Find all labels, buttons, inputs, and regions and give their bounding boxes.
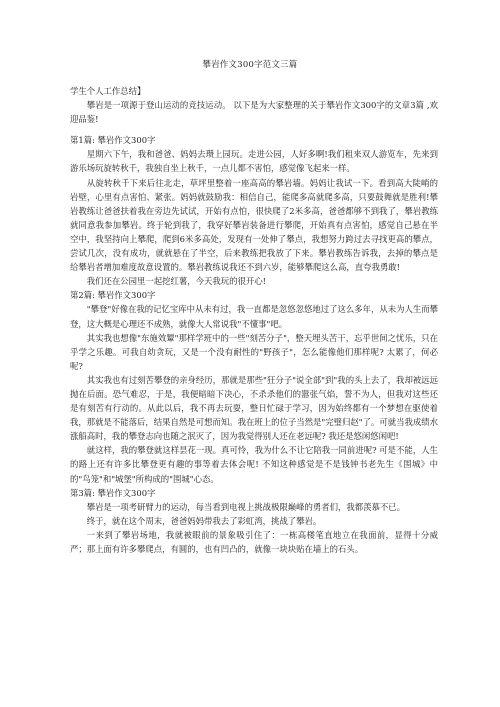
intro-paragraph: 攀岩是一项源于登山运动的竞技运动。 以下是为大家整理的关于攀岩作文300字的文章3篇 ,欢迎品鉴! <box>70 100 438 125</box>
section-2-paragraph-4: 就这样，我的攀登就这样昙花一现。真可怜，我为什么不让它陪我一同前进呢? 可是不能，人生的路上还有许多比攀登更有趣的事等着去体会呢! 不知这种感觉是不是钱钟书老先生《围城》中的"鸟笼"和"城堡"所构成的"围城"心态。 <box>70 445 438 484</box>
section-1-paragraph-3: 我们还在公园里一起挖红薯，今天我玩的很开心! <box>86 276 267 287</box>
section-2-paragraph-2: 其实我也想像"东施效颦"那样学班中的一些"刻苦分子"，整天埋头苦干，忘乎世间之忧乐，只在乎学之乐趣。可我自幼贪玩，又是一个没有耐性的"野孩子"，怎么能像他们那样呢? 太累了，何必呢? <box>70 332 438 371</box>
document-title: 攀岩作文300字范文三篇 <box>202 59 298 69</box>
section-3-paragraph-1: 攀岩是一项考研臂力的运动，每当看到电视上挑战极限巅峰的勇者们，我都羡慕不已。 <box>86 501 406 512</box>
doc-tag: 学生个人工作总结】 <box>70 86 146 96</box>
section-3-paragraph-2: 终于，就在这个周末，爸爸妈妈带我去了彩虹湾，挑战了攀岩。 <box>86 515 322 526</box>
section-1-paragraph-2: 从旋转秋千下来后往北走，草坪里整着一座高高的攀岩墙。妈妈让我试一下。看到高大陡峭的岩壁，心里有点害怕、紧张。妈妈就鼓励我：相信自己，能爬多高就爬多高，只要鼓舞就是胜利!攀岩教练让爸爸扶着我在旁边先试试，开始有点怕，很快爬了2米多高，爸爸都够不到我了，攀岩教练就同意我参加攀岩。终于轮到我了，我穿好攀岩装备进行攀爬，开始真有点害怕，感觉自己悬在半空中，我坚持向上攀爬，爬到6米多高处，发现有一处伸了攀点，我想努力跨过去寻找更高的攀点，尝试几次，没有成功，就就悬在了半空，后来教练把我放了下来。攀岩教练告诉我，去掉的攀点是给攀岩者增加难度故意设置的。攀岩教练说我还不到六岁，能够攀爬这么高，直夸我勇敢! <box>70 177 438 273</box>
section-3-heading: 第3篇: 攀岩作文300字 <box>70 487 156 498</box>
section-3-paragraph-3: 一来到了攀岩场地，我就被眼前的景象吸引住了：一栋高楼笔直地立在我面前，显得十分威严；那上面有许多攀爬点，有圆的，也有凹凸的，就像一块块贴在墙上的石头。 <box>70 529 438 554</box>
section-1-paragraph-1: 星期六下午，我和爸爸、妈妈去瓒上园玩。走进公园，人好多啊!我们租来双人游览车，先来到游乐场玩旋转秋千，我独自坐上秋千，一点儿都不害怕，感觉像飞起来一样。 <box>70 149 438 174</box>
section-1-heading: 第1篇: 攀岩作文300字 <box>70 135 156 146</box>
section-2-paragraph-3: 其实我也有过刻苦攀登的亲身经历，那就是那些"狂分子"说全部"到"我的头上去了，我却被远远抛在后面。恐气难忍，于是，我便暗暗下决心，不杀杀他们的嚣张气焰，誓不为人，但我对这些还是有刻苦有行动的。从此以后，我不再去玩耍，整日忙碌于学习，因为始终都有一个梦想在驱使着我，那就是不能落后，结果自然是可想而知。我在班上的位子当然是"完璧归赵"了。可就当我成绩水涨船高时，我的攀登志向也随之泯灭了，因为我觉得别人还在老远呢? 我还是悠闲悠闲吧! <box>70 374 438 442</box>
document-body <box>70 84 438 556</box>
section-2-heading: 第2篇: 攀岩作文300字 <box>70 290 156 301</box>
section-2-paragraph-1: "攀登"好像在我的记忆宝库中从未有过，我一直都是忽悠忽悠地过了这么多年，从未为人生而攀登，这大概是心理还不成熟，就像大人常说我"不懂事"吧。 <box>70 304 438 329</box>
